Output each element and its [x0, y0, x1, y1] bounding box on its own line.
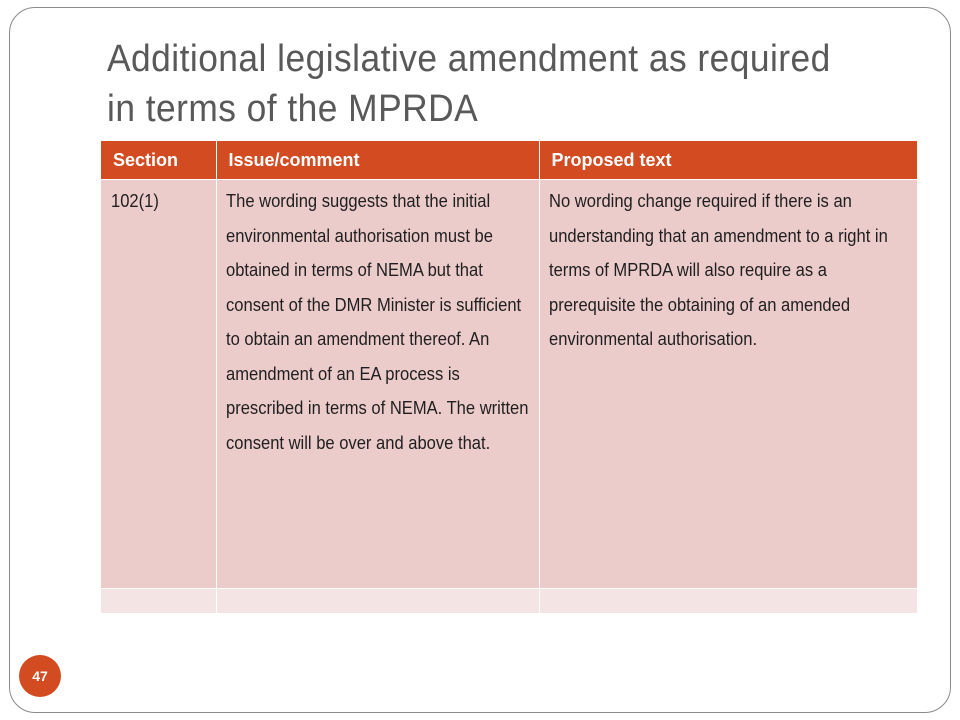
header-section: Section [101, 141, 216, 180]
empty-cell [101, 589, 216, 614]
cell-issue-comment: The wording suggests that the initial environmental authorisation must be obtained in terms of NEMA but that consent of the DMR Minister is sufficient to obtain an amendment thereof. An amendment of an EA process is prescribed in terms of NEMA. The written consent will be over and above that. [216, 180, 539, 589]
cell-proposed-text: No wording change required if there is an understanding that an amendment to a right in terms of MPRDA will also require as a prerequisite the obtaining of an amended environmental authorisation. [539, 180, 917, 589]
empty-cell [216, 589, 539, 614]
table-row-empty [101, 589, 917, 614]
cell-section: 102(1) [101, 180, 216, 589]
header-issue-comment: Issue/comment [216, 141, 539, 180]
amendment-table [101, 141, 918, 614]
empty-cell [539, 589, 917, 614]
slide-title: Additional legislative amendment as required in terms of the MPRDA [107, 38, 831, 130]
table-header-row [101, 141, 917, 180]
table-row [101, 180, 917, 589]
header-proposed-text: Proposed text [539, 141, 917, 180]
page-number-badge: 47 [19, 655, 61, 697]
